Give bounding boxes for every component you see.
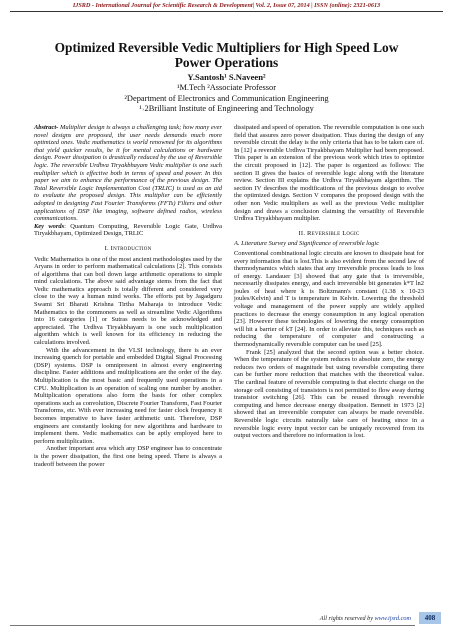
keywords	[34, 223, 222, 238]
paper-authors: Y.Santosh¹ S.Naveen²	[187, 72, 266, 82]
keywords-label: Key words	[34, 222, 65, 230]
abstract-label: Abstract-	[34, 124, 59, 131]
page-number: 408	[419, 612, 441, 624]
section-heading-reversible-logic: II. Reversible Logic	[298, 229, 360, 237]
header-divider	[10, 11, 443, 12]
footer-rights-label: All rights reserved by	[319, 615, 375, 622]
right-column	[234, 124, 424, 440]
reversible-paragraph-1: Conventional combinational logic circuits are known to dissipate heat for every information that is lost.This is also evident from the second law of thermodynamics which states that any irreversible process leads to loss of energy. Landauer [3] showed that any gate that is irreversible, necessarily dissipates energy, and each irreversible bit generates k*T ln2 joules of heat where k is Boltzmann's constant (1.38 x 10-23 joules/Kelvin) and T is temperature in Kelvin. Lowering the threshold voltage and management of the power supply are widely applied practices to decrease the energy consumption in any logical operation [23]. However these technologies of lowering the energy consumption will hit a barrier of kT [24]. In order to alleviate this, techniques such as reducing the temperature of computer and constructing a thermodynamically reversible computer can be used [25].	[234, 249, 424, 349]
abstract-text: Multiplier design is always a challenging task; how many ever novel designs are proposed, the user needs demands much more optimized ones. Vedic mathematics is world renowned for its algorithms that yield quicker results, be it for mental calculations or hardware design. Power dissipation is drastically reduced by the use of Reversible logic. The reversible Urdhva Tiryakbhayam Vedic multiplier is one such multiplier which is effective both in terms of speed and power. In this paper we aim to enhance the performance of the previous design. The Total Reversible Logic Implementation Cost (TRLIC) is used as an aid to evaluate the proposed design. This multiplier can be efficiently adopted in designing Fast Fourier Transforms (FFTs) Filters and other applications of DSP like imaging, software defined radios, wireless communications.	[34, 124, 222, 223]
paper-title: Optimized Reversible Vedic Multipliers for High Speed Low Power Operations	[54, 40, 399, 70]
subsection-heading-literature-survey: A. Literature Survey and Significance of reversible logic	[234, 240, 380, 248]
footer-divider	[10, 625, 415, 626]
intro-paragraph-1: Vedic Mathematics is one of the most ancient methodologies used by the Aryans in order to perform mathematical calculations [2]. This consists of algorithms that can boil down large arithmetic operations to simple mind calculations. The above said advantage stems from the fact that Vedic mathematics approach is totally different and considered very close to the way a human mind works. The efforts put by Jagadguru Swami Sri Bharati Krishna Tirtha Maharaja to introduce Vedic Mathematics to the commoners as well as streamline Vedic Algorithms into 16 categories [1] or Sutras needs to be acknowledged and appreciated. The Urdhva Tiryakbhayam is one such multiplication algorithm which is well known for its efficiency in reducing the calculations involved.	[34, 255, 222, 347]
affiliation-designation: ¹M.Tech ²Associate Professor	[176, 83, 277, 92]
intro-paragraph-continued: dissipated and speed of operation. The reversible computation is one such field that assures zero power dissipation. Thus during the design of any reversible circuit the delay is the only criteria that has to be taken care of. In [12] a reversible Urdhva Tiryakbhayam Multiplier had been proposed. This paper is an extension of the previous work which tries to optimize the circuit proposed in [12]. The paper is organized as follows: The section II gives the basics of reversible logic along with the literature review. Section III explains the Urdhva Tiryakbhayam algorithm. The section IV describes the modifications of the previous design to evolve the optimized design. Section V compares the proposed design with the other non Vedic multipliers as well as the previous Vedic multiplier design and draws a conclusion claiming the versatility of Reversible Urdhva Tiryakbhayam multiplier.	[234, 124, 424, 223]
affiliation-institute: ¹˒2Brilliant Institute of Engineering and Technology	[139, 104, 314, 113]
footer-url-link[interactable]: www.ijsrd.com	[374, 615, 411, 622]
author-affiliations	[0, 83, 453, 115]
left-column	[34, 124, 222, 468]
section-heading-introduction: I. Introduction	[104, 244, 152, 252]
affiliation-department: ²Department of Electronics and Communication Engineering	[124, 93, 329, 103]
abstract	[34, 124, 222, 223]
intro-paragraph-3: Another important area which any DSP engineer has to concentrate is the power dissipation, the first one being speed. There is always a tradeoff between the power	[34, 445, 222, 468]
footer-rights	[320, 615, 411, 622]
keywords-text: : Quantum Computing, Reversible Logic Gate, Urdhva Tiryakbhayam, Optimized Design, TRLIC	[34, 222, 222, 238]
intro-paragraph-2: With the advancement in the VLSI technology, there is an ever increasing quench for portable and embedded Digital Signal Processing (DSP) systems. DSP is omnipresent in almost every engineering discipline. Faster additions and multiplications are the order of the day. Multiplication is the most basic and frequently used operations in a CPU. Multiplication is an operation of scaling one number by another. Multiplication operations also form the basis for other complex operations such as convolution, Discrete Fourier Transform, Fast Fourier Transforms, etc. With ever increasing need for faster clock frequency it becomes imperative to have faster arithmetic unit. Therefore, DSP engineers are constantly looking for new algorithms and hardware to implement them. Vedic mathematics can be aptly employed here to perform multiplication.	[34, 346, 222, 445]
reversible-paragraph-2: Frank [25] analyzed that the second option was a better choice. When the temperature of the system reduces to absolute zero, the energy reduces two orders of magnitude but using reversible computing there can be further more reduction that matches with the theoretical value. The cardinal feature of reversible computing is that electric charge on the storage cell consisting of transistors is not permitted to flow away during transistor switching [26]. This can be reused through reversible computing and hence decrease energy dissipation. Bennett in 1973 [2] showed that an irreversible computer can always be made reversible. Reversible logic circuits naturally take care of heating since in a reversible logic every input vector can be uniquely recovered from its output vectors and therefore no information is lost.	[234, 348, 424, 440]
journal-header: IJSRD - International Journal for Scientific Research & Development| Vol. 2, Issue 07, 2014 | ISSN (online): 2321-0613	[72, 2, 381, 9]
